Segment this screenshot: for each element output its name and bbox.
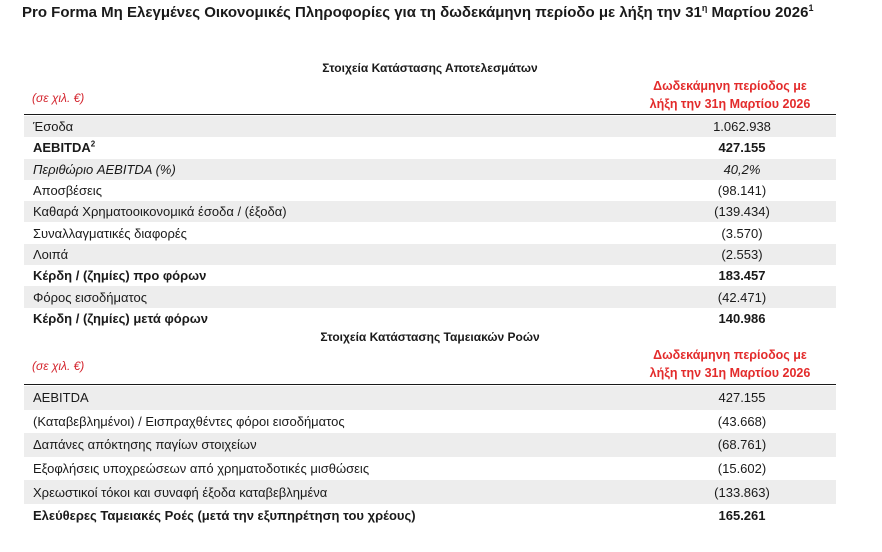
income-section-title: Στοιχεία Κατάστασης Αποτελεσμάτων	[322, 61, 538, 75]
table-row: Ελεύθερες Ταμειακές Ροές (μετά την εξυπηρέτηση του χρέους) 165.261	[33, 508, 766, 524]
table-row: Εξοφλήσεις υποχρεώσεων από χρηματοδοτικές μισθώσεις (15.602)	[33, 461, 767, 477]
table-row: Δαπάνες απόκτησης παγίων στοιχείων (68.761)	[24, 433, 836, 457]
table-row: AEBITDA 427.155	[24, 386, 836, 410]
income-units-label: (σε χιλ. €)	[32, 91, 85, 105]
income-top-rule	[24, 114, 836, 115]
cashflow-units-label: (σε χιλ. €)	[32, 359, 85, 373]
table-row: Καθαρά Χρηματοοικονομικά έσοδα / (έξοδα) (139.434)	[24, 201, 836, 222]
document-heading: Pro Forma Μη Ελεγμένες Οικονομικές Πληροφορίες για τη δωδεκάμηνη περίοδο με λήξη την $31^\eta$ Μαρτίου 2026$^1$	[22, 3, 814, 21]
table-row: Λοιπά (2.553)	[24, 244, 836, 265]
table-row: Αποσβέσεις (98.141)	[33, 183, 767, 199]
income-period-header: Δωδεκάμηνη περίοδος με λήξη την 31η Μαρτίου 2026	[649, 79, 811, 111]
table-row: AEBITDA$^2$ 427.155	[33, 140, 766, 156]
income-table	[24, 116, 836, 329]
table-row: Έσοδα 1.062.938	[24, 116, 836, 137]
table-row: Χρεωστικοί τόκοι και συναφή έξοδα καταβεβλημένα (133.863)	[24, 480, 836, 504]
cashflow-period-header: Δωδεκάμηνη περίοδος με λήξη την 31η Μαρτίου 2026	[649, 348, 811, 380]
table-row: Περιθώριο AEBITDA (%) 40,2%	[24, 159, 836, 180]
table-row: Κέρδη / (ζημίες) μετά φόρων 140.986	[33, 310, 766, 326]
cashflow-top-rule	[24, 384, 836, 385]
table-row: Συναλλαγματικές διαφορές (3.570)	[33, 225, 763, 241]
cashflow-section-title: Στοιχεία Κατάστασης Ταμειακών Ροών	[320, 330, 540, 344]
footnote-marker: 1	[808, 3, 814, 13]
table-row: (Καταβεβλημένοι) / Εισπραχθέντες φόροι εισοδήματος (43.668)	[33, 413, 767, 429]
cashflow-table	[24, 386, 836, 528]
table-row: Κέρδη / (ζημίες) προ φόρων 183.457	[33, 268, 766, 284]
table-row: Φόρος εισοδήματος (42.471)	[24, 286, 836, 307]
